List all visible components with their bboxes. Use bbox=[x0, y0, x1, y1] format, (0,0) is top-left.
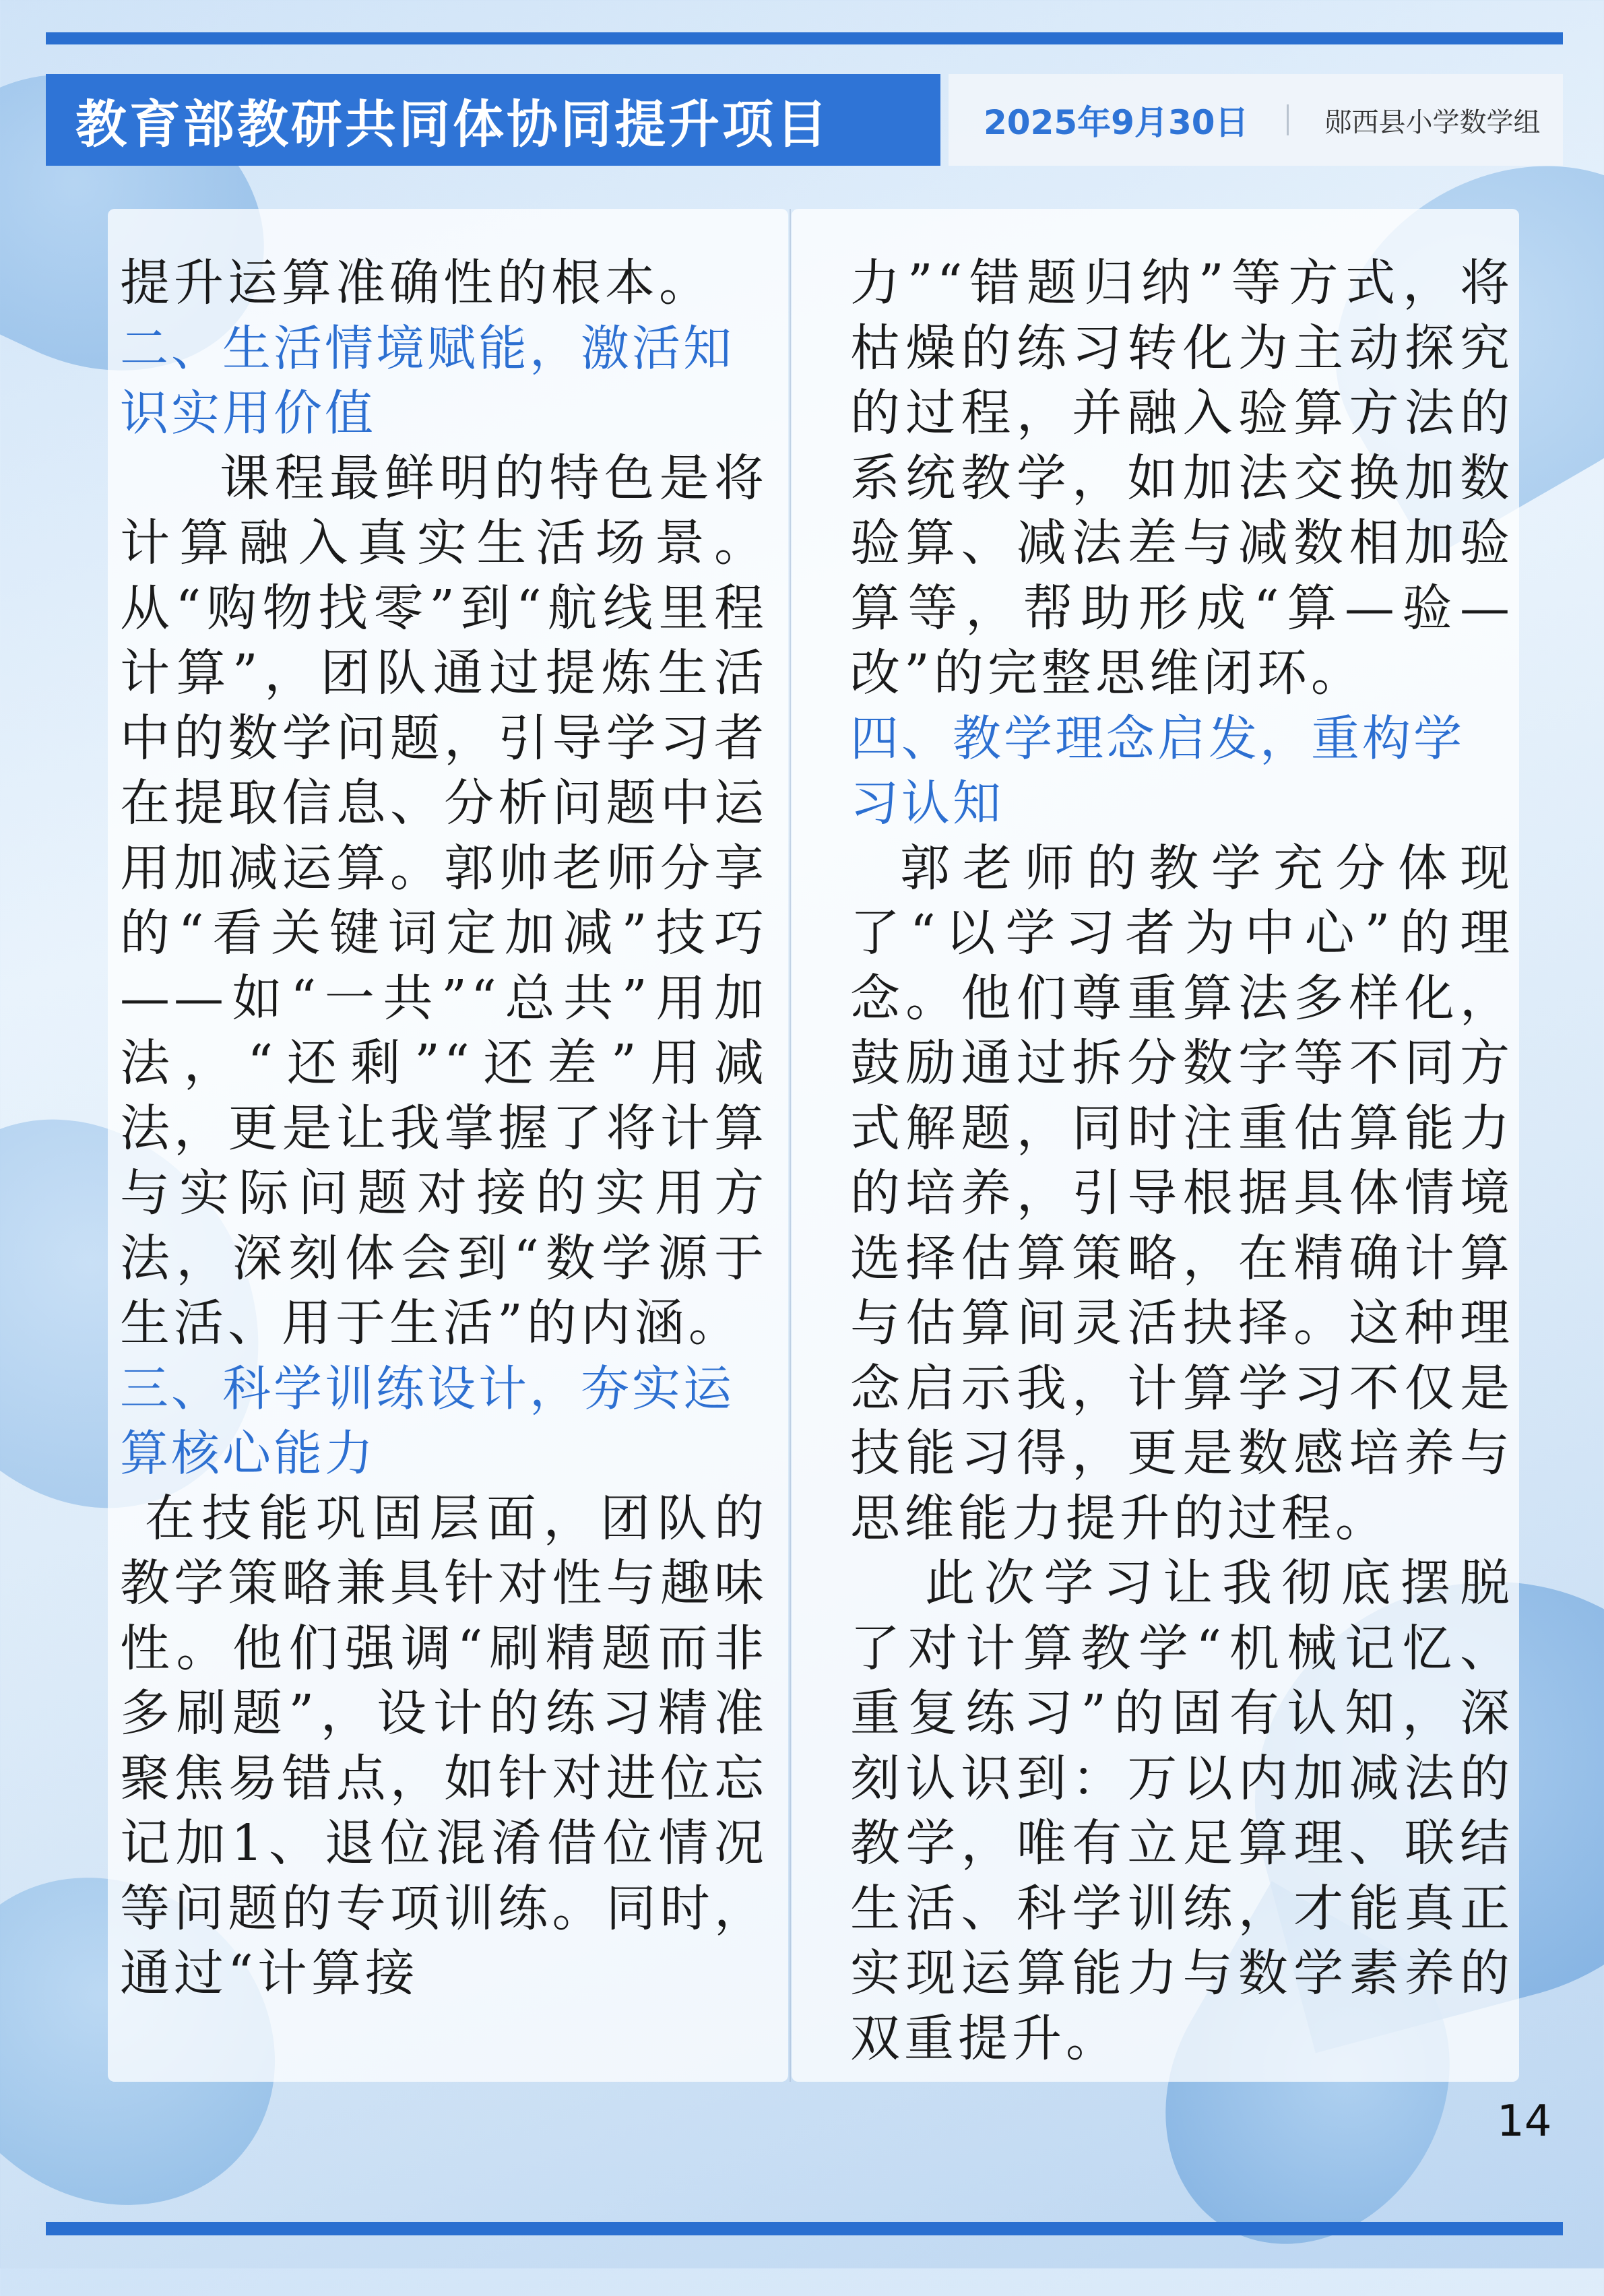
top-border-bar bbox=[46, 32, 1563, 44]
paragraph-summary: 此次学习让我彻底摆脱了对计算教学“机械记忆、重复练习”的固有认知，深刻认识到：万以内加减法的教学，唯有立足算理、联结生活、科学训练，才能真正实现运算能力与数学素养的双重提升。 bbox=[850, 1554, 1514, 2068]
header-org: 郧西县小学数学组 bbox=[1324, 106, 1541, 138]
paragraph-intro: 提升运算准确性的根本。 bbox=[120, 254, 713, 312]
header-title: 教育部教研共同体协同提升项目 bbox=[75, 94, 830, 154]
section-heading-idea: 四、教学理念启发，重构学习认知 bbox=[850, 709, 1465, 831]
paragraph-idea: 郭老师的教学充分体现了“以学习者为中心”的理念。他们尊重算法多样化，鼓励通过拆分数字等不同方式解题，同时注重估算能力的培养，引导根据具体情境选择估算策略，在精确计算与估算间灵活抉择。这种理念启示我，计算学习不仅是技能习得，更是数感培养与思维能力提升的过程。 bbox=[850, 839, 1514, 1548]
section-heading-life: 二、生活情境赋能，激活知识实用价值 bbox=[120, 319, 735, 441]
header-title-box bbox=[46, 74, 940, 166]
page-header bbox=[46, 74, 1563, 166]
paragraph-training: 在技能巩固层面，团队的教学策略兼具针对性与趣味性。他们强调“刷精题而非多刷题”，设计的练习精准聚焦易错点，如针对进位忘记加1、退位混淆借位情况等问题的专项训练。同时，通过“计算接 bbox=[120, 1489, 768, 2002]
page-number: 14 bbox=[1497, 2097, 1552, 2146]
column-divider bbox=[790, 209, 791, 2082]
paragraph-life: 课程最鲜明的特色是将计算融入真实生活场景。从“购物找零”到“航线里程计算”，团队通过提炼生活中的数学问题，引导学习者在提取信息、分析问题中运用加减运算。郭帅老师分享的“看关键词定加减”技巧——如“一共”“总共”用加法，“还剩”“还差”用减法，更是让我掌握了将计算与实际问题对接的实用方法，深刻体会到“数学源于生活、用于生活”的内涵。 bbox=[120, 449, 768, 1352]
right-column bbox=[850, 251, 1514, 2071]
header-info bbox=[949, 74, 1563, 166]
section-heading-training: 三、科学训练设计，夯实运算核心能力 bbox=[120, 1360, 735, 1481]
bottom-border-bar bbox=[46, 2222, 1563, 2235]
left-column bbox=[120, 251, 768, 2006]
header-date: 2025年9月30日 bbox=[984, 103, 1249, 142]
header-separator bbox=[1287, 104, 1289, 135]
paragraph-continued: 力”“错题归纳”等方式，将枯燥的练习转化为主动探究的过程，并融入验算方法的系统教学，如加法交换加数验算、减法差与减数相加验算等，帮助形成“算—验—改”的完整思维闭环。 bbox=[850, 254, 1514, 702]
